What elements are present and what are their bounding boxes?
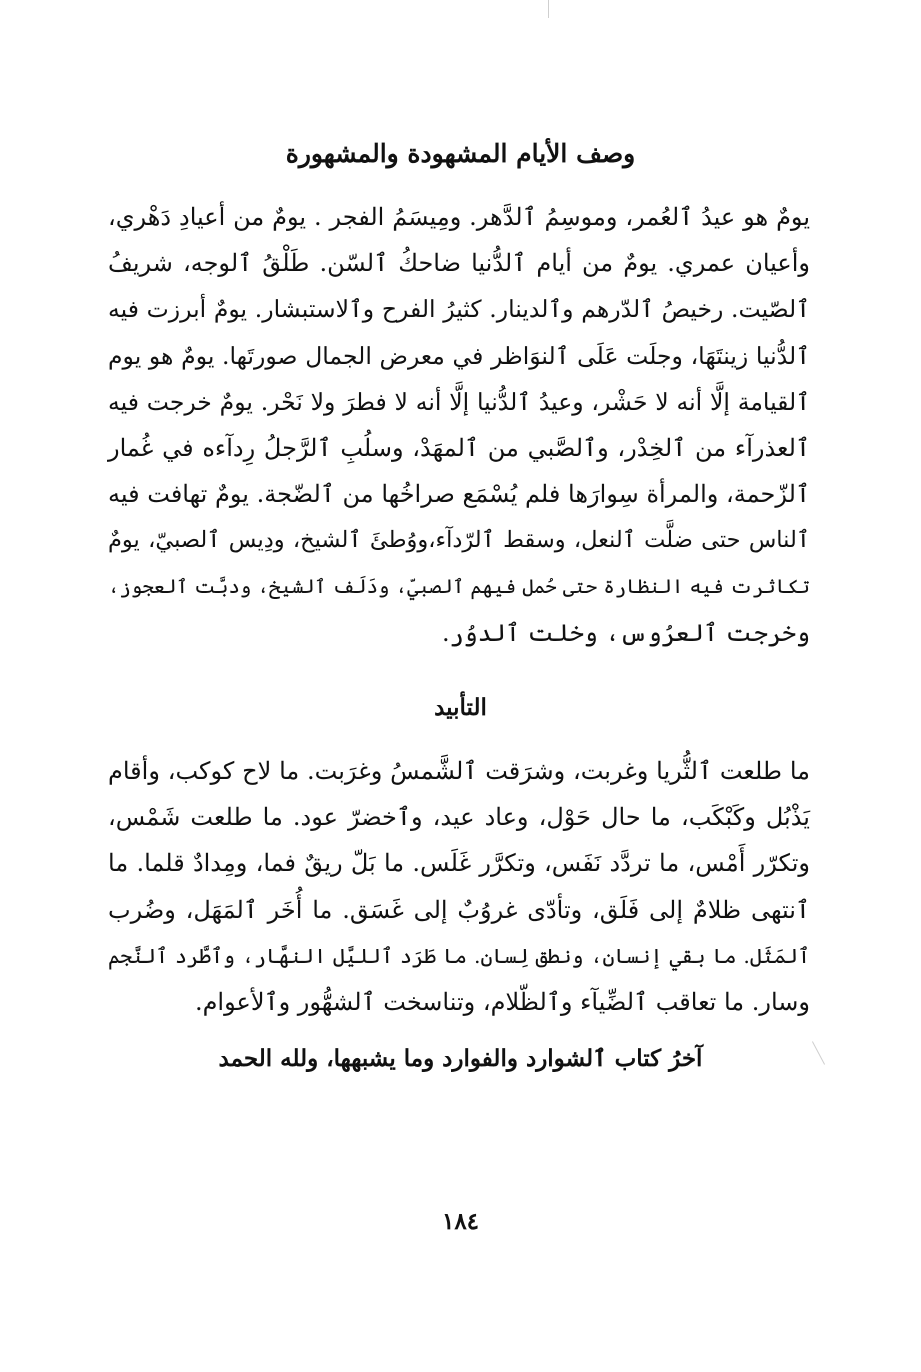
closing-line: آخرُ كتاب ٱلشوارد والفوارد وما يشبهها، ولله الحمد [218,1045,703,1072]
text-line: تكاثرت فيه النظارة حتى حُمل فيهم ٱلصبيّ، ودَلَف ٱلشيخ، ودبَّت ٱلعجوز، [108,574,810,598]
text-line: وأعيان عمري. يومٌ من أيام ٱلدُّنيا ضاحكُ ٱلسّن. طَلْقُ ٱلوجه، شريفُ [108,249,810,278]
section-description-paragraph [108,194,810,656]
text-line: يَذْبُل وكَبْكَب، ما حال حَوْل، وعاد عيد، وٱخضرّ عود. ما طلعت شَمْس، [108,803,810,832]
text-line: ٱنتهى ظلامٌ إلى فَلَق، وتأدّى غروُبٌ إلى غَسَق. ما أُخَر ٱلمَهَل، وضُرب [108,895,810,924]
page-title: وصف الأيام المشهودة والمشهورة [285,139,636,168]
text-line: وتكرّر أَمْس، ما تردَّد نَفَس، وتكرَّر غَلَس. ما بَلّ ريقٌ فما، ومِدادٌ قلما. ما [108,849,810,878]
section-heading: التأبيد [434,694,487,721]
scan-mark-top [548,0,549,18]
page-number: ١٨٤ [441,1208,480,1235]
text-line: ٱلصّيت. رخيصُ ٱلدّرهم وٱلدينار. كثيرُ الفرح وٱلاستبشار. يومٌ أبرزت فيه [108,295,810,324]
text-line: ٱلعذرآء من ٱلخِدْر، وٱلصَّبي من ٱلمهَدْ، وسلُبِ ٱلرَّجلُ رِدآءه في غُمار [108,434,810,463]
text-line: وسار. ما تعاقب ٱلضِّيآء وٱلظّلام، وتناسخت ٱلشهُّور وٱلأعوام. [194,988,810,1017]
text-line: ٱلدُّنيا زينتَهَا، وجلَت عَلَى ٱلنوَاظر في معرض الجمال صورتَها. يومٌ هو يوم [108,341,810,370]
text-line: يومٌ هو عيدُ ٱلعُمر، وموسِمُ ٱلدَّهر. ومِيسَمُ الفجر . يومٌ من أعيادِ دَهْري، [108,203,810,231]
text-line: ٱلمَثَل. ما بقي إنسان، ونطق لِسان. ما طَرَد ٱلليَّل النهَّار، وٱطَّرد ٱلنَّجم [108,943,810,968]
section-tabeed-paragraph [108,748,810,1025]
text-line: ٱلقيامة إلَّا أنه لا حَشْر، وعيدُ ٱلدُّنيا إلَّا أنه لا فطرَ ولا نَحْر. يومٌ خرجت فيه [108,387,810,416]
text-line: ما طلعت ٱلثُّريا وغربت، وشرَقت ٱلشَّمسُ وغرَبت. ما لاح كوكب، وأقام [108,757,810,785]
text-line: ٱلزّحمة، والمرأة سِوارَها فلم يُسْمَع صراخُها من ٱلضّجة. يومٌ تهافت فيه [108,480,810,509]
text-line: وخرجت ٱلعرُوس، وخلت ٱلدوُر. [441,618,810,647]
text-line: ٱلناس حتى ضلَّت ٱلنعل، وسقط ٱلرّدآء،ووُطئَ ٱلشيخ، ودِيس ٱلصبيّ، يومٌ [108,527,810,554]
